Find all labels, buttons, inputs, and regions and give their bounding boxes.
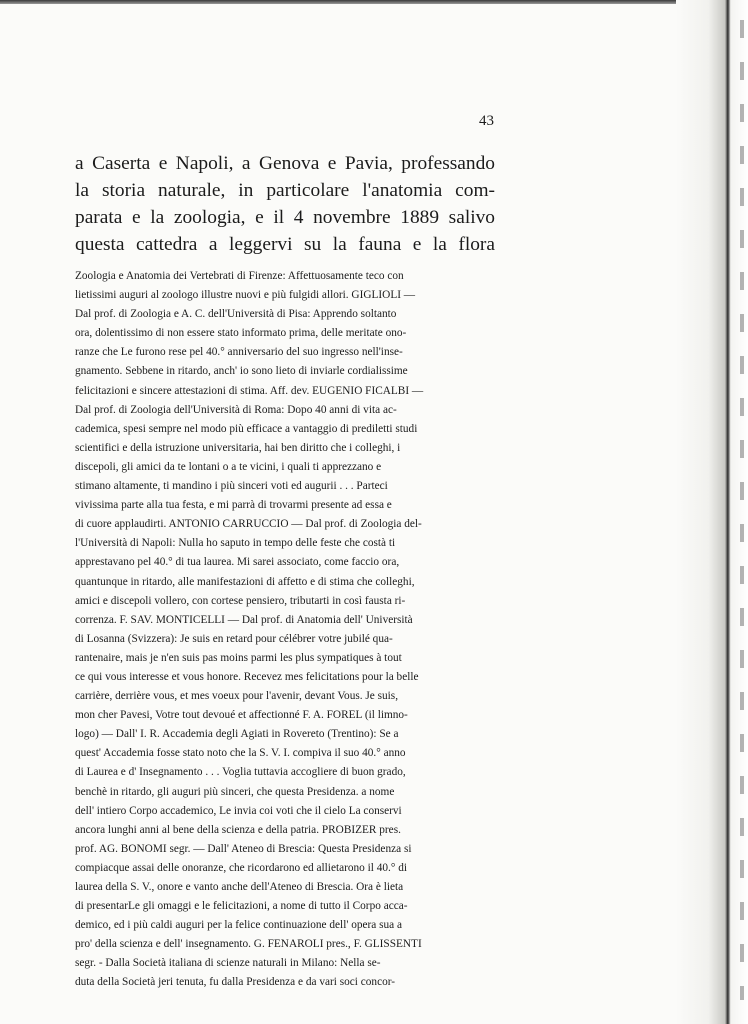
footnote-line: segr. - Dalla Società italiana di scienze naturali in Milano: Nella se- xyxy=(75,957,381,970)
main-text-line: a Caserta e Napoli, a Genova e Pavia, professando xyxy=(75,153,495,174)
footnote-line: mon cher Pavesi, Votre tout devoué et affectionné F. A. FOREL (il limno- xyxy=(75,709,408,722)
footnote-line: amici e discepoli vollero, con cortese pensiero, tributarti in così fausta ri- xyxy=(75,594,406,607)
footnote-line: Dal prof. di Zoologia dell'Università di Roma: Dopo 40 anni di vita ac- xyxy=(75,403,397,416)
footnote-line: di presentarLe gli omaggi e le felicitazioni, a nome di tutto il Corpo acca- xyxy=(75,900,408,913)
footnote-line: discepoli, gli amici da te lontani o a te vicini, i quali ti apprezzano e xyxy=(75,460,382,473)
main-text-line: la storia naturale, in particolare l'anatomia com- xyxy=(75,180,495,201)
footnote-line: Dal prof. di Zoologia e A. C. dell'Università di Pisa: Apprendo soltanto xyxy=(75,308,397,321)
footnote-line: lietissimi auguri al zoologo illustre nuovi e più fulgidi allori. GIGLIOLI — xyxy=(75,289,416,302)
footnote-line: demico, ed i più caldi auguri per la felice continuazione dell' opera sua a xyxy=(75,919,402,932)
footnote-line: Zoologia e Anatomia dei Vertebrati di Firenze: Affettuosamente teco con xyxy=(75,270,404,282)
footnote-line: stimano altamente, ti mandino i più sinceri voti ed augurii . . . Parteci xyxy=(75,480,388,493)
footnote-line: ancora lunghi anni al bene della scienza e della patria. PROBIZER pres. xyxy=(75,823,401,836)
footnote-line: apprestavano pel 40.° di tua laurea. Mi sarei associato, come faccio ora, xyxy=(75,556,400,569)
page-top-edge xyxy=(0,0,690,4)
footnote-line: quest' Accademia fosse stato noto che la S. V. I. compiva il suo 40.° anno xyxy=(75,747,406,760)
footnote-line: ce qui vous interesse et vous honore. Recevez mes felicitations pour la belle xyxy=(75,670,419,683)
footnote-line: di Losanna (Svizzera): Je suis en retard pour célébrer votre jubilé qua- xyxy=(75,632,393,645)
footnote-line: l'Università di Napoli: Nulla ho saputo in tempo delle feste che costà ti xyxy=(75,537,396,550)
footnote-line: cademica, spesi sempre nel modo più efficace a vantaggio di prediletti studi xyxy=(75,422,418,435)
footnote-block xyxy=(75,267,496,993)
footnote-line: ranze che Le furono rese pel 40.° anniversario del suo ingresso nell'inse- xyxy=(75,346,403,359)
main-text-line: parata e la zoologia, e il 4 novembre 1889 salivo xyxy=(75,207,495,228)
footnote-line: scientifici e della istruzione universitaria, hai ben diritto che i colleghi, i xyxy=(75,441,401,454)
footnote-line: duta della Società jeri tenuta, fu dalla Presidenza e da vari soci concor- xyxy=(75,976,396,989)
footnote-line: rantenaire, mais je n'en suis pas moins parmi les plus sympatiques à tout xyxy=(75,651,402,664)
footnote-line: di cuore applaudirti. ANTONIO CARRUCCIO — Dal prof. di Zoologia del- xyxy=(75,518,422,531)
footnote-line: benchè in ritardo, gli auguri più sinceri, che questa Presidenza. a nome xyxy=(75,785,395,798)
footnote-line: vivissima parte alla tua festa, e mi parrà di trovarmi presente ad essa e xyxy=(75,499,392,512)
footnote-line: logo) — Dall' I. R. Accademia degli Agiati in Rovereto (Trentino): Se a xyxy=(75,728,399,741)
main-paragraph xyxy=(75,150,495,258)
book-spine-gutter xyxy=(676,0,748,1024)
footnote-line: dell' intiero Corpo accademico, Le invia coi voti che il cielo La conservi xyxy=(75,804,402,817)
main-text-line: questa cattedra a leggervi su la fauna e la flora xyxy=(75,234,495,255)
footnote-line: carrière, derrière vous, et mes voeux pour l'avenir, devant Vous. Je suis, xyxy=(75,690,399,703)
footnote-line: correnza. F. SAV. MONTICELLI — Dal prof. di Anatomia dell' Università xyxy=(75,613,413,626)
footnote-line: pro' della scienza e dell' insegnamento. G. FENAROLI pres., F. GLISSENTI xyxy=(75,938,422,951)
footnote-line: laurea della S. V., onore e vanto anche dell'Ateneo di Brescia. Ora è lieta xyxy=(75,881,404,893)
footnote-line: gnamento. Sebbene in ritardo, anch' io sono lieto di inviarle cordialissime xyxy=(75,365,408,378)
footnote-line: compiacque assai delle onoranze, che ricordarono ed allietarono il 40.° di xyxy=(75,861,407,874)
binding-shadow xyxy=(740,20,744,1000)
page-number: 43 xyxy=(479,113,494,129)
footnote-line: prof. AG. BONOMI segr. — Dall' Ateneo di Brescia: Questa Presidenza si xyxy=(75,842,412,855)
footnote-line: di Laurea e d' Insegnamento . . . Voglia tuttavia accogliere di buon grado, xyxy=(75,766,406,779)
footnote-line: ora, dolentissimo di non essere stato informato prima, delle meritate ono- xyxy=(75,327,407,340)
footnote-line: felicitazioni e sincere attestazioni di stima. Aff. dev. EUGENIO FICALBI — xyxy=(75,384,424,397)
footnote-line: quantunque in ritardo, alle manifestazioni di affetto e di stima che colleghi, xyxy=(75,575,415,588)
